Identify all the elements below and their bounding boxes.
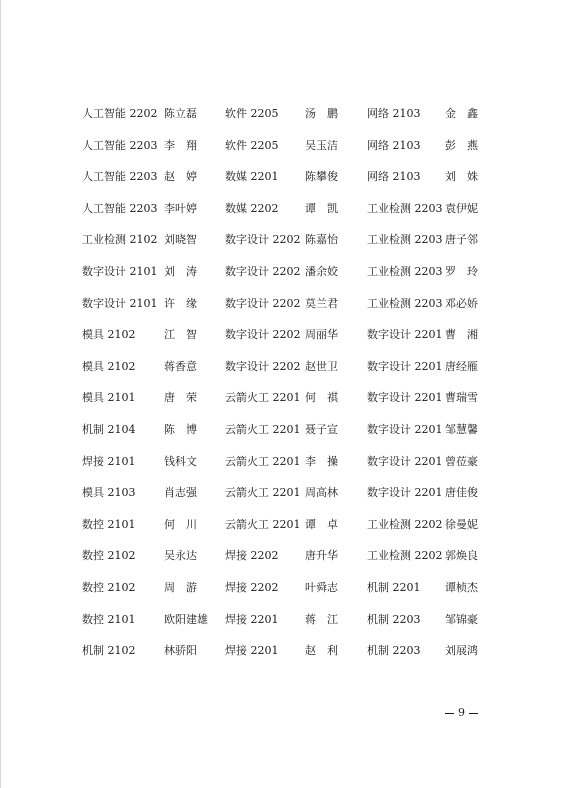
list-row (1, 451, 561, 483)
class-1: 人工智能 2202 (82, 107, 158, 120)
name-2: 叶舜志 (305, 580, 338, 594)
name-2: 莫兰君 (305, 296, 338, 310)
class-3: 工业检测 2203 (367, 296, 443, 310)
name-2: 陈攀俊 (305, 170, 338, 184)
name-3: 罗 玲 (445, 264, 478, 278)
class-1: 模具 2101 (82, 391, 136, 405)
class-3: 机制 2203 (367, 644, 421, 658)
class-2: 云箭火工 2201 (225, 486, 301, 500)
class-3: 数字设计 2201 (367, 359, 443, 373)
class-3: 工业检测 2202 (367, 517, 443, 531)
list-row (1, 103, 561, 135)
list-row (1, 640, 561, 672)
class-2: 云箭火工 2201 (225, 422, 301, 436)
class-3: 机制 2201 (367, 580, 421, 594)
class-2: 数字设计 2202 (225, 328, 301, 342)
list-row (1, 419, 561, 451)
class-3: 工业检测 2203 (367, 264, 443, 278)
name-3: 彭 燕 (445, 138, 478, 152)
class-2: 数媒 2202 (225, 201, 279, 215)
class-1: 模具 2102 (82, 328, 136, 342)
class-2: 焊接 2202 (225, 580, 279, 594)
name-1: 周 游 (164, 580, 197, 594)
name-3: 邹锦豪 (445, 612, 478, 626)
name-1: 李 翔 (164, 138, 197, 152)
class-3: 数字设计 2201 (367, 391, 443, 405)
list-row (1, 545, 561, 577)
name-2: 潘余姣 (305, 264, 338, 278)
name-3: 唐经雁 (445, 359, 478, 373)
class-1: 焊接 2101 (82, 454, 136, 468)
name-2: 谭 卓 (305, 517, 338, 531)
name-3: 刘展鸿 (445, 644, 478, 658)
class-3: 数字设计 2201 (367, 486, 443, 500)
class-3: 机制 2203 (367, 612, 421, 626)
class-2: 软件 2205 (225, 138, 279, 152)
name-3: 谭桢杰 (445, 580, 478, 594)
name-3: 郭焕良 (445, 549, 478, 563)
name-2: 蒋 江 (305, 612, 338, 626)
name-2: 聂子宣 (305, 422, 338, 436)
name-3: 邹慧馨 (445, 422, 478, 436)
name-3: 曹瑞雪 (445, 391, 478, 405)
name-2: 唐升华 (305, 549, 338, 563)
class-1: 数控 2101 (82, 612, 136, 626)
name-2: 周高林 (305, 486, 338, 500)
class-3: 工业检测 2203 (367, 233, 443, 247)
list-row (1, 261, 561, 293)
name-3: 曾莅豪 (445, 454, 478, 468)
name-1: 刘晓智 (164, 233, 197, 247)
name-2: 吴玉洁 (305, 138, 338, 152)
name-2: 汤 鹏 (305, 107, 338, 120)
class-2: 焊接 2202 (225, 549, 279, 563)
class-2: 云箭火工 2201 (225, 517, 301, 531)
list-row (1, 135, 561, 167)
class-1: 数控 2101 (82, 517, 136, 531)
class-1: 机制 2104 (82, 422, 136, 436)
class-1: 机制 2102 (82, 644, 136, 658)
name-2: 谭 凯 (305, 201, 338, 215)
page-number: 9 (458, 706, 465, 719)
class-1: 数字设计 2101 (82, 264, 158, 278)
class-3: 工业检测 2202 (367, 549, 443, 563)
dash-right (469, 713, 478, 714)
name-1: 赵 婷 (164, 170, 197, 184)
class-3: 工业检测 2203 (367, 201, 443, 215)
name-3: 唐子邻 (445, 233, 478, 247)
class-2: 焊接 2201 (225, 644, 279, 658)
name-3: 唐佳俊 (445, 486, 478, 500)
page-footer (441, 704, 482, 722)
name-3: 邓必娇 (445, 296, 478, 310)
list-row (1, 387, 561, 419)
list-row (1, 356, 561, 388)
name-2: 赵 利 (305, 644, 338, 658)
class-3: 数字设计 2201 (367, 328, 443, 342)
list-row (1, 324, 561, 356)
name-1: 陈立磊 (164, 107, 197, 120)
list-row (1, 482, 561, 514)
name-2: 何 祺 (305, 391, 338, 405)
name-3: 刘 姝 (445, 170, 478, 184)
name-2: 赵世卫 (305, 359, 338, 373)
class-1: 人工智能 2203 (82, 138, 158, 152)
class-2: 数字设计 2202 (225, 264, 301, 278)
name-1: 蒋香意 (164, 359, 197, 373)
name-1: 吴永达 (164, 549, 197, 563)
name-2: 周丽华 (305, 328, 338, 342)
class-2: 数字设计 2202 (225, 233, 301, 247)
list-row (1, 514, 561, 546)
class-1: 人工智能 2203 (82, 201, 158, 215)
name-3: 曹 湘 (445, 328, 478, 342)
class-2: 软件 2205 (225, 107, 279, 120)
class-1: 工业检测 2102 (82, 233, 158, 247)
name-2: 陈嘉怡 (305, 233, 338, 247)
class-2: 数字设计 2202 (225, 296, 301, 310)
name-2: 李 操 (305, 454, 338, 468)
name-1: 李叶婷 (164, 201, 197, 215)
class-3: 数字设计 2201 (367, 454, 443, 468)
name-3: 金 鑫 (445, 107, 478, 120)
name-1: 江 智 (164, 328, 197, 342)
class-3: 网络 2103 (367, 107, 421, 120)
class-2: 云箭火工 2201 (225, 454, 301, 468)
class-1: 模具 2103 (82, 486, 136, 500)
name-1: 林骄阳 (164, 644, 197, 658)
dash-left (445, 713, 454, 714)
class-2: 云箭火工 2201 (225, 391, 301, 405)
list-row (1, 198, 561, 230)
name-3: 袁伊妮 (445, 201, 478, 215)
student-list (1, 103, 561, 672)
class-1: 数控 2102 (82, 549, 136, 563)
name-1: 许 缘 (164, 296, 197, 310)
class-3: 网络 2103 (367, 138, 421, 152)
class-3: 数字设计 2201 (367, 422, 443, 436)
name-3: 徐曼妮 (445, 517, 478, 531)
class-1: 数控 2102 (82, 580, 136, 594)
name-1: 何 川 (164, 517, 197, 531)
class-2: 数字设计 2202 (225, 359, 301, 373)
name-1: 钱科文 (164, 454, 197, 468)
class-1: 数字设计 2101 (82, 296, 158, 310)
name-1: 肖志强 (164, 486, 197, 500)
name-1: 欧阳建雄 (164, 612, 208, 626)
class-1: 人工智能 2203 (82, 170, 158, 184)
list-row (1, 609, 561, 641)
class-2: 焊接 2201 (225, 612, 279, 626)
name-1: 唐 荣 (164, 391, 197, 405)
class-1: 模具 2102 (82, 359, 136, 373)
list-row (1, 293, 561, 325)
name-1: 刘 涛 (164, 264, 197, 278)
list-row (1, 577, 561, 609)
list-row (1, 166, 561, 198)
class-3: 网络 2103 (367, 170, 421, 184)
list-row (1, 229, 561, 261)
class-2: 数媒 2201 (225, 170, 279, 184)
name-1: 陈 博 (164, 422, 197, 436)
